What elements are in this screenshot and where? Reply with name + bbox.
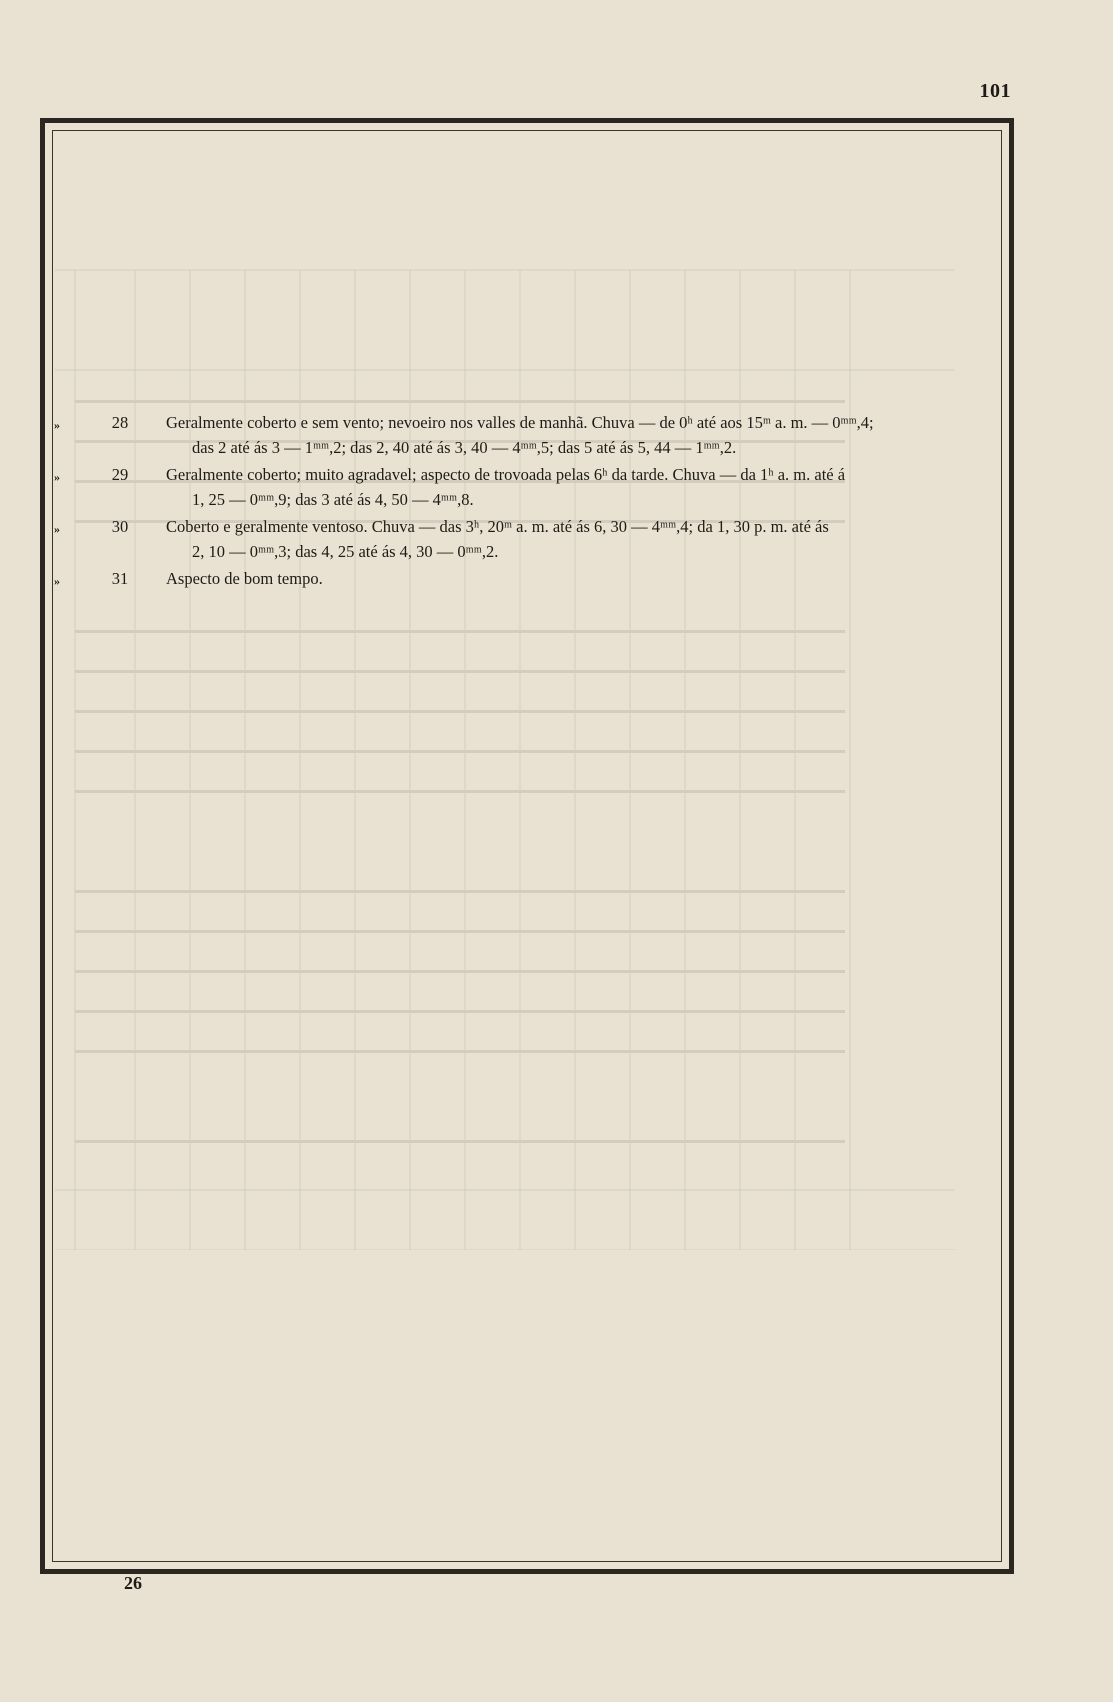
entry-line: Geralmente coberto e sem vento; nevoeiro nos valles de manhã. Chuva — de 0ʰ até aos 15ᵐ a. m. — 0ᵐᵐ,4; bbox=[166, 413, 874, 432]
signature-mark: 26 bbox=[124, 1573, 142, 1593]
ditto-mark: » bbox=[54, 470, 60, 484]
day-number: 29 bbox=[111, 465, 129, 484]
reverse-side-bleed-through bbox=[15, 150, 955, 1250]
list-item bbox=[54, 566, 994, 594]
day-number: 28 bbox=[111, 413, 129, 432]
entry-text bbox=[166, 566, 994, 594]
ditto-mark: » bbox=[54, 418, 60, 432]
list-item bbox=[54, 410, 994, 460]
entry-line: Geralmente coberto; muito agradavel; aspecto de trovoada pelas 6ʰ da tarde. Chuva — da 1ʰ a. m. até á bbox=[166, 465, 846, 484]
entry-line: Aspecto de bom tempo. bbox=[166, 569, 323, 588]
day-number: 30 bbox=[111, 517, 129, 536]
ditto-mark: » bbox=[54, 522, 60, 536]
ditto-mark: » bbox=[54, 574, 60, 588]
entry-line-continued: 1, 25 — 0ᵐᵐ,9; das 3 até ás 4, 50 — 4ᵐᵐ,8. bbox=[192, 490, 474, 509]
entry-line: Coberto e geralmente ventoso. Chuva — das 3ʰ, 20ᵐ a. m. até ás 6, 30 — 4ᵐᵐ,4; da 1, 30 p. m. até ás bbox=[166, 517, 829, 536]
entry-text bbox=[166, 514, 994, 564]
entry-line-continued: das 2 até ás 3 — 1ᵐᵐ,2; das 2, 40 até ás 3, 40 — 4ᵐᵐ,5; das 5 até ás 5, 44 — 1ᵐᵐ,2. bbox=[192, 438, 737, 457]
entry-line-continued: 2, 10 — 0ᵐᵐ,3; das 4, 25 até ás 4, 30 — 0ᵐᵐ,2. bbox=[192, 542, 499, 561]
day-number: 31 bbox=[111, 569, 129, 588]
entry-text bbox=[166, 410, 994, 460]
page-number: 101 bbox=[979, 80, 1011, 102]
list-item bbox=[54, 462, 994, 512]
entry-text bbox=[166, 462, 994, 512]
weather-notes bbox=[54, 410, 994, 596]
list-item bbox=[54, 514, 994, 564]
